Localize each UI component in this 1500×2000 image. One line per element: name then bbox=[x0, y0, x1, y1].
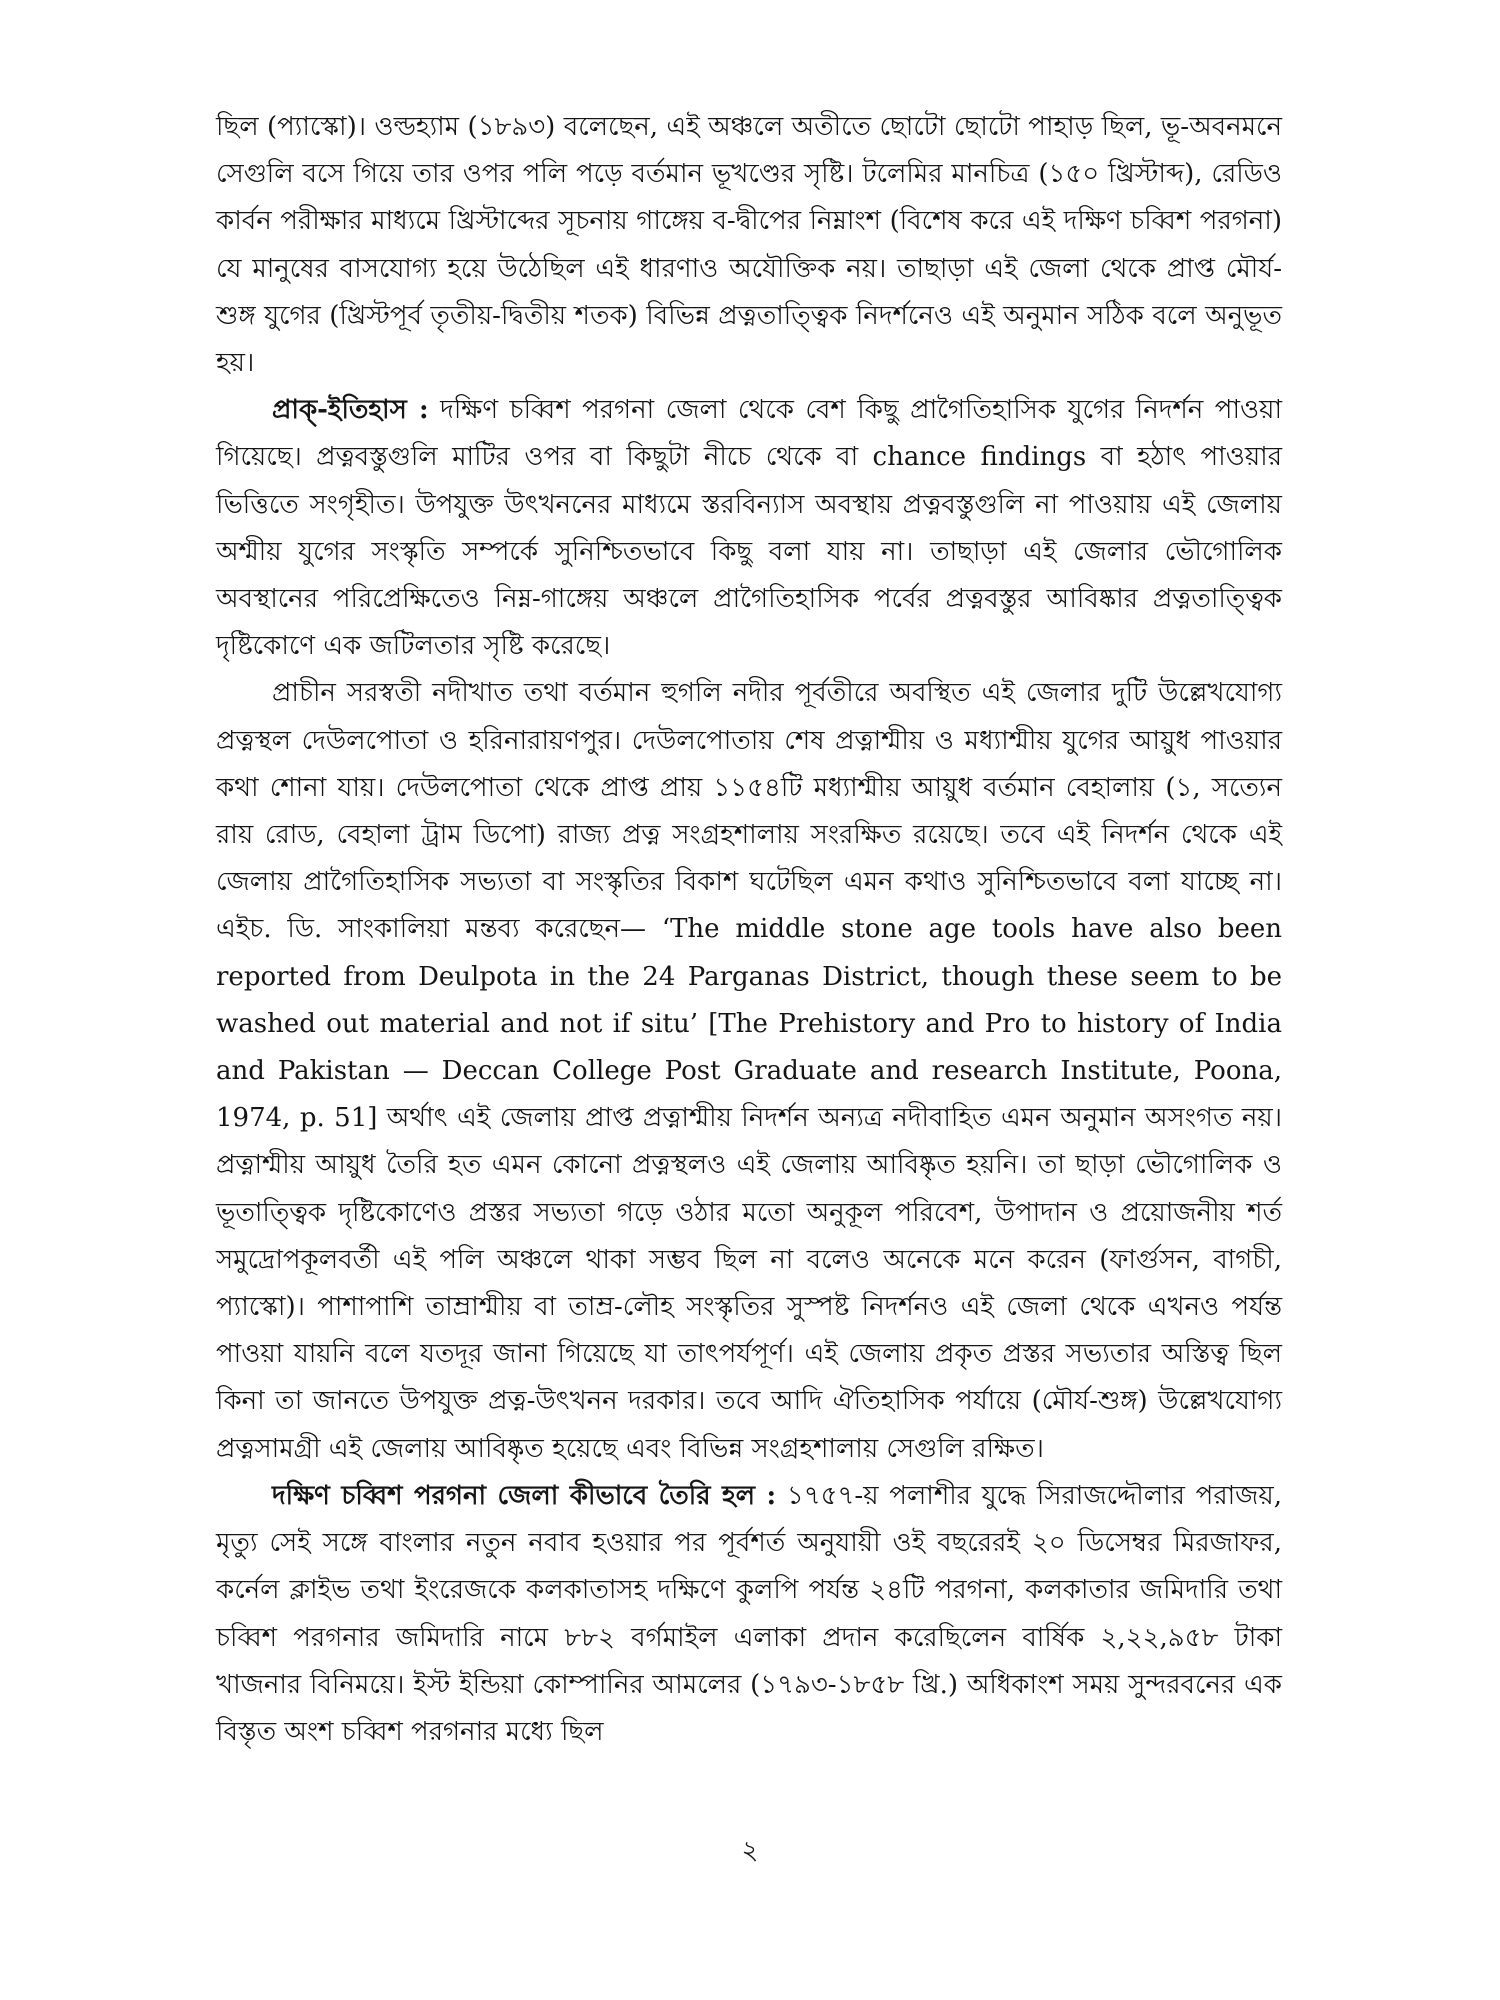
page-number: ২ bbox=[741, 1836, 759, 1866]
paragraph-deulpota bbox=[216, 670, 1282, 1472]
paragraph-district-formation bbox=[216, 1473, 1282, 1756]
paragraph-geology bbox=[216, 104, 1282, 387]
district-formation-heading: দক্ষিণ চব্বিশ পরগনা জেলা কীভাবে তৈরি হল : bbox=[272, 1480, 777, 1511]
paragraph-district-formation-text: ১৭৫৭-য় পলাশীর যুদ্ধে সিরাজদ্দৌলার পরাজয়, মৃত্যু সেই সঙ্গে বাংলার নতুন নবাব হওয়ার পর পূর্বশর্ত অনুযায়ী ওই বছরেরই ২০ ডিসেম্বর মিরজাফর, কর্নেল ক্লাইভ তথা ইংরেজকে কলকাতাসহ দক্ষিণে কুলপি পর্যন্ত ২৪টি পরগনা, কলকাতার জমিদারি তথা চব্বিশ পরগনার জমিদারি নামে ৮৮২ বর্গমাইল এলাকা প্রদান করেছিলেন বার্ষিক ২,২২,৯৫৮ টাকা খাজনার বিনিময়ে। ইস্ট ইন্ডিয়া কোম্পানির আমলের (১৭৯৩-১৮৫৮ খ্রি.) অধিকাংশ সময় সুন্দরবনের এক বিস্তৃত অংশ চব্বিশ পরগনার মধ্যে ছিল bbox=[216, 1480, 1282, 1747]
paragraph-prehistory bbox=[216, 387, 1282, 670]
document-page bbox=[216, 104, 1282, 1904]
paragraph-deulpota-text: প্রাচীন সরস্বতী নদীখাত তথা বর্তমান হুগলি নদীর পূর্বতীরে অবস্থিত এই জেলার দুটি উল্লেখযোগ্য প্রত্নস্থল দেউলপোতা ও হরিনারায়ণপুর। দেউলপোতায় শেষ প্রত্নাশ্মীয় ও মধ্যাশ্মীয় যুগের আয়ুধ পাওয়ার কথা শোনা যায়। দেউলপোতা থেকে প্রাপ্ত প্রায় ১১৫৪টি মধ্যাশ্মীয় আয়ুধ বর্তমান বেহালায় (১, সত্যেন রায় রোড, বেহালা ট্রাম ডিপো) রাজ্য প্রত্ন সংগ্রহশালায় সংরক্ষিত রয়েছে। তবে এই নিদর্শন থেকে এই জেলায় প্রাগৈতিহাসিক সভ্যতা বা সংস্কৃতির বিকাশ ঘটেছিল এমন কথাও সুনিশ্চিতভাবে বলা যাচ্ছে না। এইচ. ডি. সাংকালিয়া মন্তব্য করেছেন— ‘The middle stone age tools have also been reported from Deulpota in the 24 Parganas District, though these seem to be washed out material and not if situ’ [The Prehistory and Pro to history of India and Pakistan — Deccan College Post Graduate and research Institute, Poona, 1974, p. 51] অর্থাৎ এই জেলায় প্রাপ্ত প্রত্নাশ্মীয় নিদর্শন অন্যত্র নদীবাহিত এমন অনুমান অসংগত নয়। প্রত্নাশ্মীয় আয়ুধ তৈরি হত এমন কোনো প্রত্নস্থলও এই জেলায় আবিষ্কৃত হয়নি। তা ছাড়া ভৌগোলিক ও ভূতাত্ত্বিক দৃষ্টিকোণেও প্রস্তর সভ্যতা গড়ে ওঠার মতো অনুকূল পরিবেশ, উপাদান ও প্রয়োজনীয় শর্ত সমুদ্রোপকূলবর্তী এই পলি অঞ্চলে থাকা সম্ভব ছিল না বলেও অনেকে মনে করেন (ফার্গুসন, বাগচী, প্যাস্কো)। পাশাপাশি তাম্রাশ্মীয় বা তাম্র-লৌহ সংস্কৃতির সুস্পষ্ট নিদর্শনও এই জেলা থেকে এখনও পর্যন্ত পাওয়া যায়নি বলে যতদূর জানা গিয়েছে যা তাৎপর্যপূর্ণ। এই জেলায় প্রকৃত প্রস্তর সভ্যতার অস্তিত্ব ছিল কিনা তা জানতে উপযুক্ত প্রত্ন-উৎখনন দরকার। তবে আদি ঐতিহাসিক পর্যায়ে (মৌর্য-শুঙ্গ) উল্লেখযোগ্য প্রত্নসামগ্রী এই জেলায় আবিষ্কৃত হয়েছে এবং বিভিন্ন সংগ্রহশালায় সেগুলি রক্ষিত। bbox=[216, 678, 1282, 1464]
paragraph-prehistory-text: দক্ষিণ চব্বিশ পরগনা জেলা থেকে বেশ কিছু প্রাগৈতিহাসিক যুগের নিদর্শন পাওয়া গিয়েছে। প্রত্নবস্তুগুলি মাটির ওপর বা কিছুটা নীচে থেকে বা chance findings বা হঠাৎ পাওয়ার ভিত্তিতে সংগৃহীত। উপযুক্ত উৎখননের মাধ্যমে স্তরবিন্যাস অবস্থায় প্রত্নবস্তুগুলি না পাওয়ায় এই জেলায় অশ্মীয় যুগের সংস্কৃতি সম্পর্কে সুনিশ্চিতভাবে কিছু বলা যায় না। তাছাড়া এই জেলার ভৌগোলিক অবস্থানের পরিপ্রেক্ষিতেও নিম্ন-গাঙ্গেয় অঞ্চলে প্রাগৈতিহাসিক পর্বের প্রত্নবস্তুর আবিষ্কার প্রত্নতাত্ত্বিক দৃষ্টিকোণে এক জটিলতার সৃষ্টি করেছে। bbox=[216, 395, 1282, 662]
prehistory-heading: প্রাক্-ইতিহাস : bbox=[272, 395, 429, 426]
paragraph-geology-text: ছিল (প্যাস্কো)। ওল্ডহ্যাম (১৮৯৩) বলেছেন, এই অঞ্চলে অতীতে ছোটো ছোটো পাহাড় ছিল, ভূ-অবনমনে সেগুলি বসে গিয়ে তার ওপর পলি পড়ে বর্তমান ভূখণ্ডের সৃষ্টি। টলেমির মানচিত্র (১৫০ খ্রিস্টাব্দ), রেডিও কার্বন পরীক্ষার মাধ্যমে খ্রিস্টাব্দের সূচনায় গাঙ্গেয় ব-দ্বীপের নিম্নাংশ (বিশেষ করে এই দক্ষিণ চব্বিশ পরগনা) যে মানুষের বাসযোগ্য হয়ে উঠেছিল এই ধারণাও অযৌক্তিক নয়। তাছাড়া এই জেলা থেকে প্রাপ্ত মৌর্য-শুঙ্গ যুগের (খ্রিস্টপূর্ব তৃতীয়-দ্বিতীয় শতক) বিভিন্ন প্রত্নতাত্ত্বিক নিদর্শনেও এই অনুমান সঠিক বলে অনুভূত হয়। bbox=[216, 112, 1282, 379]
